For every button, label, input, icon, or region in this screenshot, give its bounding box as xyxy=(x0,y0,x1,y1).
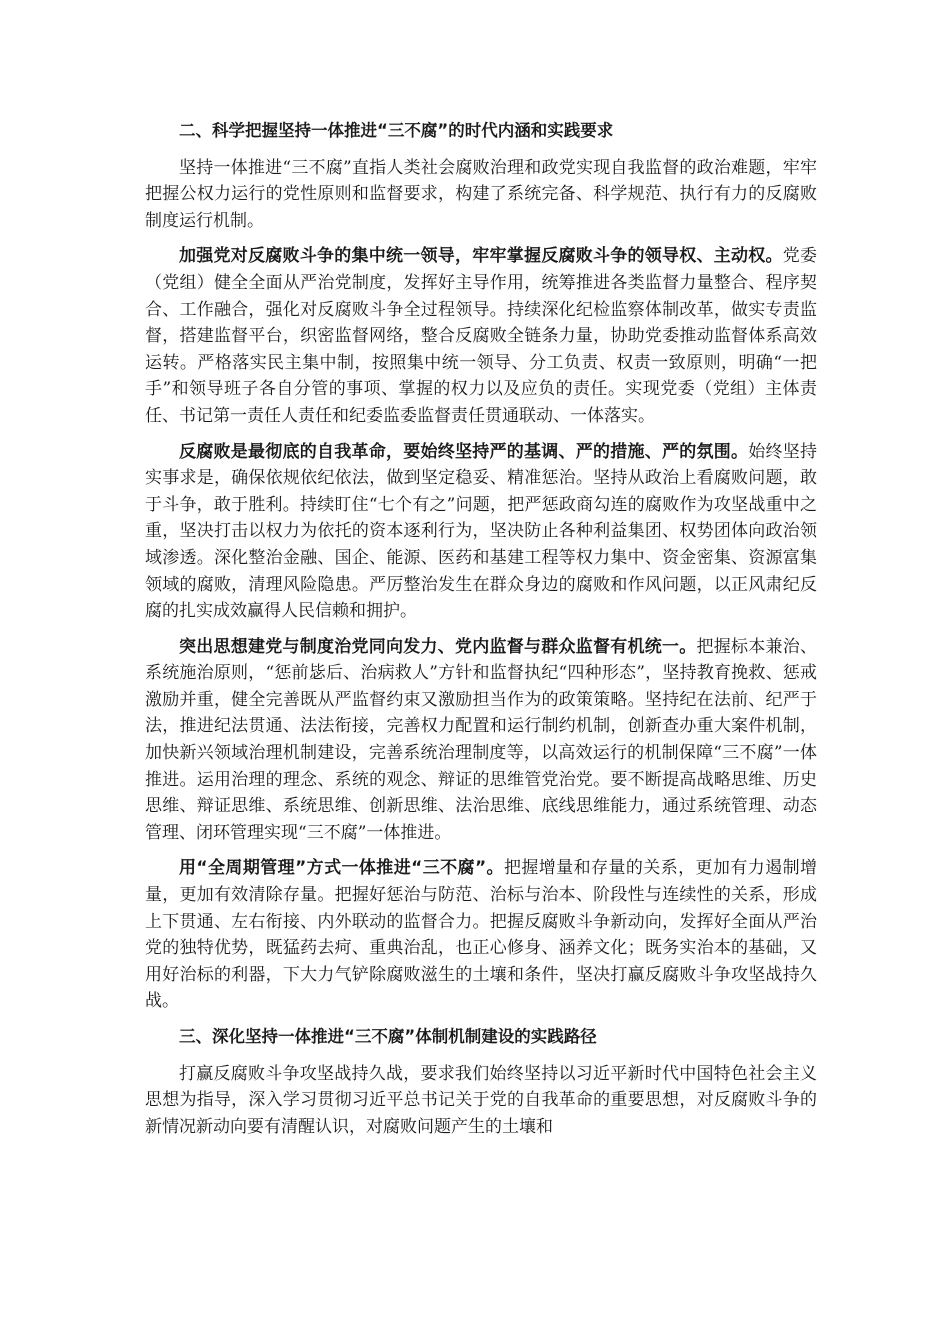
paragraph-lead-sentence: 突出思想建党与制度治党同向发力、党内监督与群众监督有机统一。 xyxy=(179,636,697,657)
paragraph-lead-sentence: 用“全周期管理”方式一体推进“三不腐”。 xyxy=(179,858,504,879)
paragraph-lead-sentence: 反腐败是最彻底的自我革命，要始终坚持严的基调、严的措施、严的氛围。 xyxy=(179,441,749,462)
section-3-intro-paragraph: 打赢反腐败斗争攻坚战持久战，要求我们始终坚持以习近平新时代中国特色社会主义思想为指导，深入学习贯彻习近平总书记关于党的自我革命的重要思想，对反腐败斗争的新情况新动向要有清醒认识，对腐败问题产生的土壤和 xyxy=(145,1063,817,1137)
paragraph-full-cycle-management xyxy=(145,855,817,1015)
paragraph-party-leadership xyxy=(145,243,817,429)
section-3-heading: 三、深化坚持一体推进“三不腐”体制机制建设的实践路径 xyxy=(179,1027,597,1046)
paragraph-body: 把握增量和存量的关系，更加有力遏制增量，更加有效清除存量。把握好惩治与防范、治标与治本、阶段性与连续性的关系，形成上下贯通、左右衔接、内外联动的监督合力。把握反腐败斗争新动向，发挥好全面从严治党的独特优势，既猛药去疴、重典治乱，也正心修身、涵养文化；既务实治本的基础，又用好治标的利器，下大力气铲除腐败滋生的土壤和条件，坚决打赢反腐败斗争攻坚战持久战。 xyxy=(145,858,817,1012)
document-page xyxy=(145,118,817,1149)
paragraph-ideology-and-system xyxy=(145,634,817,847)
paragraph-body: 始终坚持实事求是，确保依规依纪依法，做到坚定稳妥、精准惩治。坚持从政治上看腐败问题，敢于斗争，敢于胜利。持续盯住“七个有之”问题，把严惩政商勾连的腐败作为攻坚战重中之重，坚决打击以权力为依托的资本逐利行为，坚决防止各种利益集团、权势团体向政治领域渗透。深化整治金融、国企、能源、医药和基建工程等权力集中、资金密集、资源富集领域的腐败，清理风险隐患。严厉整治发生在群众身边的腐败和作风问题，以正风肃纪反腐的扎实成效赢得人民信赖和拥护。 xyxy=(145,441,817,622)
paragraph-lead-sentence: 加强党对反腐败斗争的集中统一领导，牢牢掌握反腐败斗争的领导权、主动权。 xyxy=(179,246,783,267)
section-2-intro-paragraph: 坚持一体推进“三不腐”直指人类社会腐败治理和政党实现自我监督的政治难题，牢牢把握公权力运行的党性原则和监督要求，构建了系统完备、科学规范、执行有力的反腐败制度运行机制。 xyxy=(145,157,817,231)
paragraph-self-revolution xyxy=(145,439,817,625)
paragraph-body: 把握标本兼治、系统施治原则，“惩前毖后、治病救人”方针和监督执纪“四种形态”，坚持教育挽救、惩戒激励并重，健全完善既从严监督约束又激励担当作为的政策策略。坚持纪在法前、纪严于法，推进纪法贯通、法法衔接，完善权力配置和运行制约机制，创新查办重大案件机制，加快新兴领域治理机制建设，完善系统治理制度等，以高效运行的机制保障“三不腐”一体推进。运用治理的理念、系统的观念、辩证的思维管党治党。要不断提高战略思维、历史思维、辩证思维、系统思维、创新思维、法治思维、底线思维能力，通过系统管理、动态管理、闭环管理实现“三不腐”一体推进。 xyxy=(145,636,817,843)
section-2-heading: 二、科学把握坚持一体推进“三不腐”的时代内涵和实践要求 xyxy=(179,121,614,140)
paragraph-body: 党委（党组）健全全面从严治党制度，发挥好主导作用，统筹推进各类监督力量整合、程序契合、工作融合，强化对反腐败斗争全过程领导。持续深化纪检监察体制改革，做实专责监督，搭建监督平台，织密监督网络，整合反腐败全链条力量，协助党委推动监督体系高效运转。严格落实民主集中制，按照集中统一领导、分工负责、权责一致原则，明确“一把手”和领导班子各自分管的事项、掌握的权力以及应负的责任。实现党委（党组）主体责任、书记第一责任人责任和纪委监委监督责任贯通联动、一体落实。 xyxy=(145,246,817,426)
